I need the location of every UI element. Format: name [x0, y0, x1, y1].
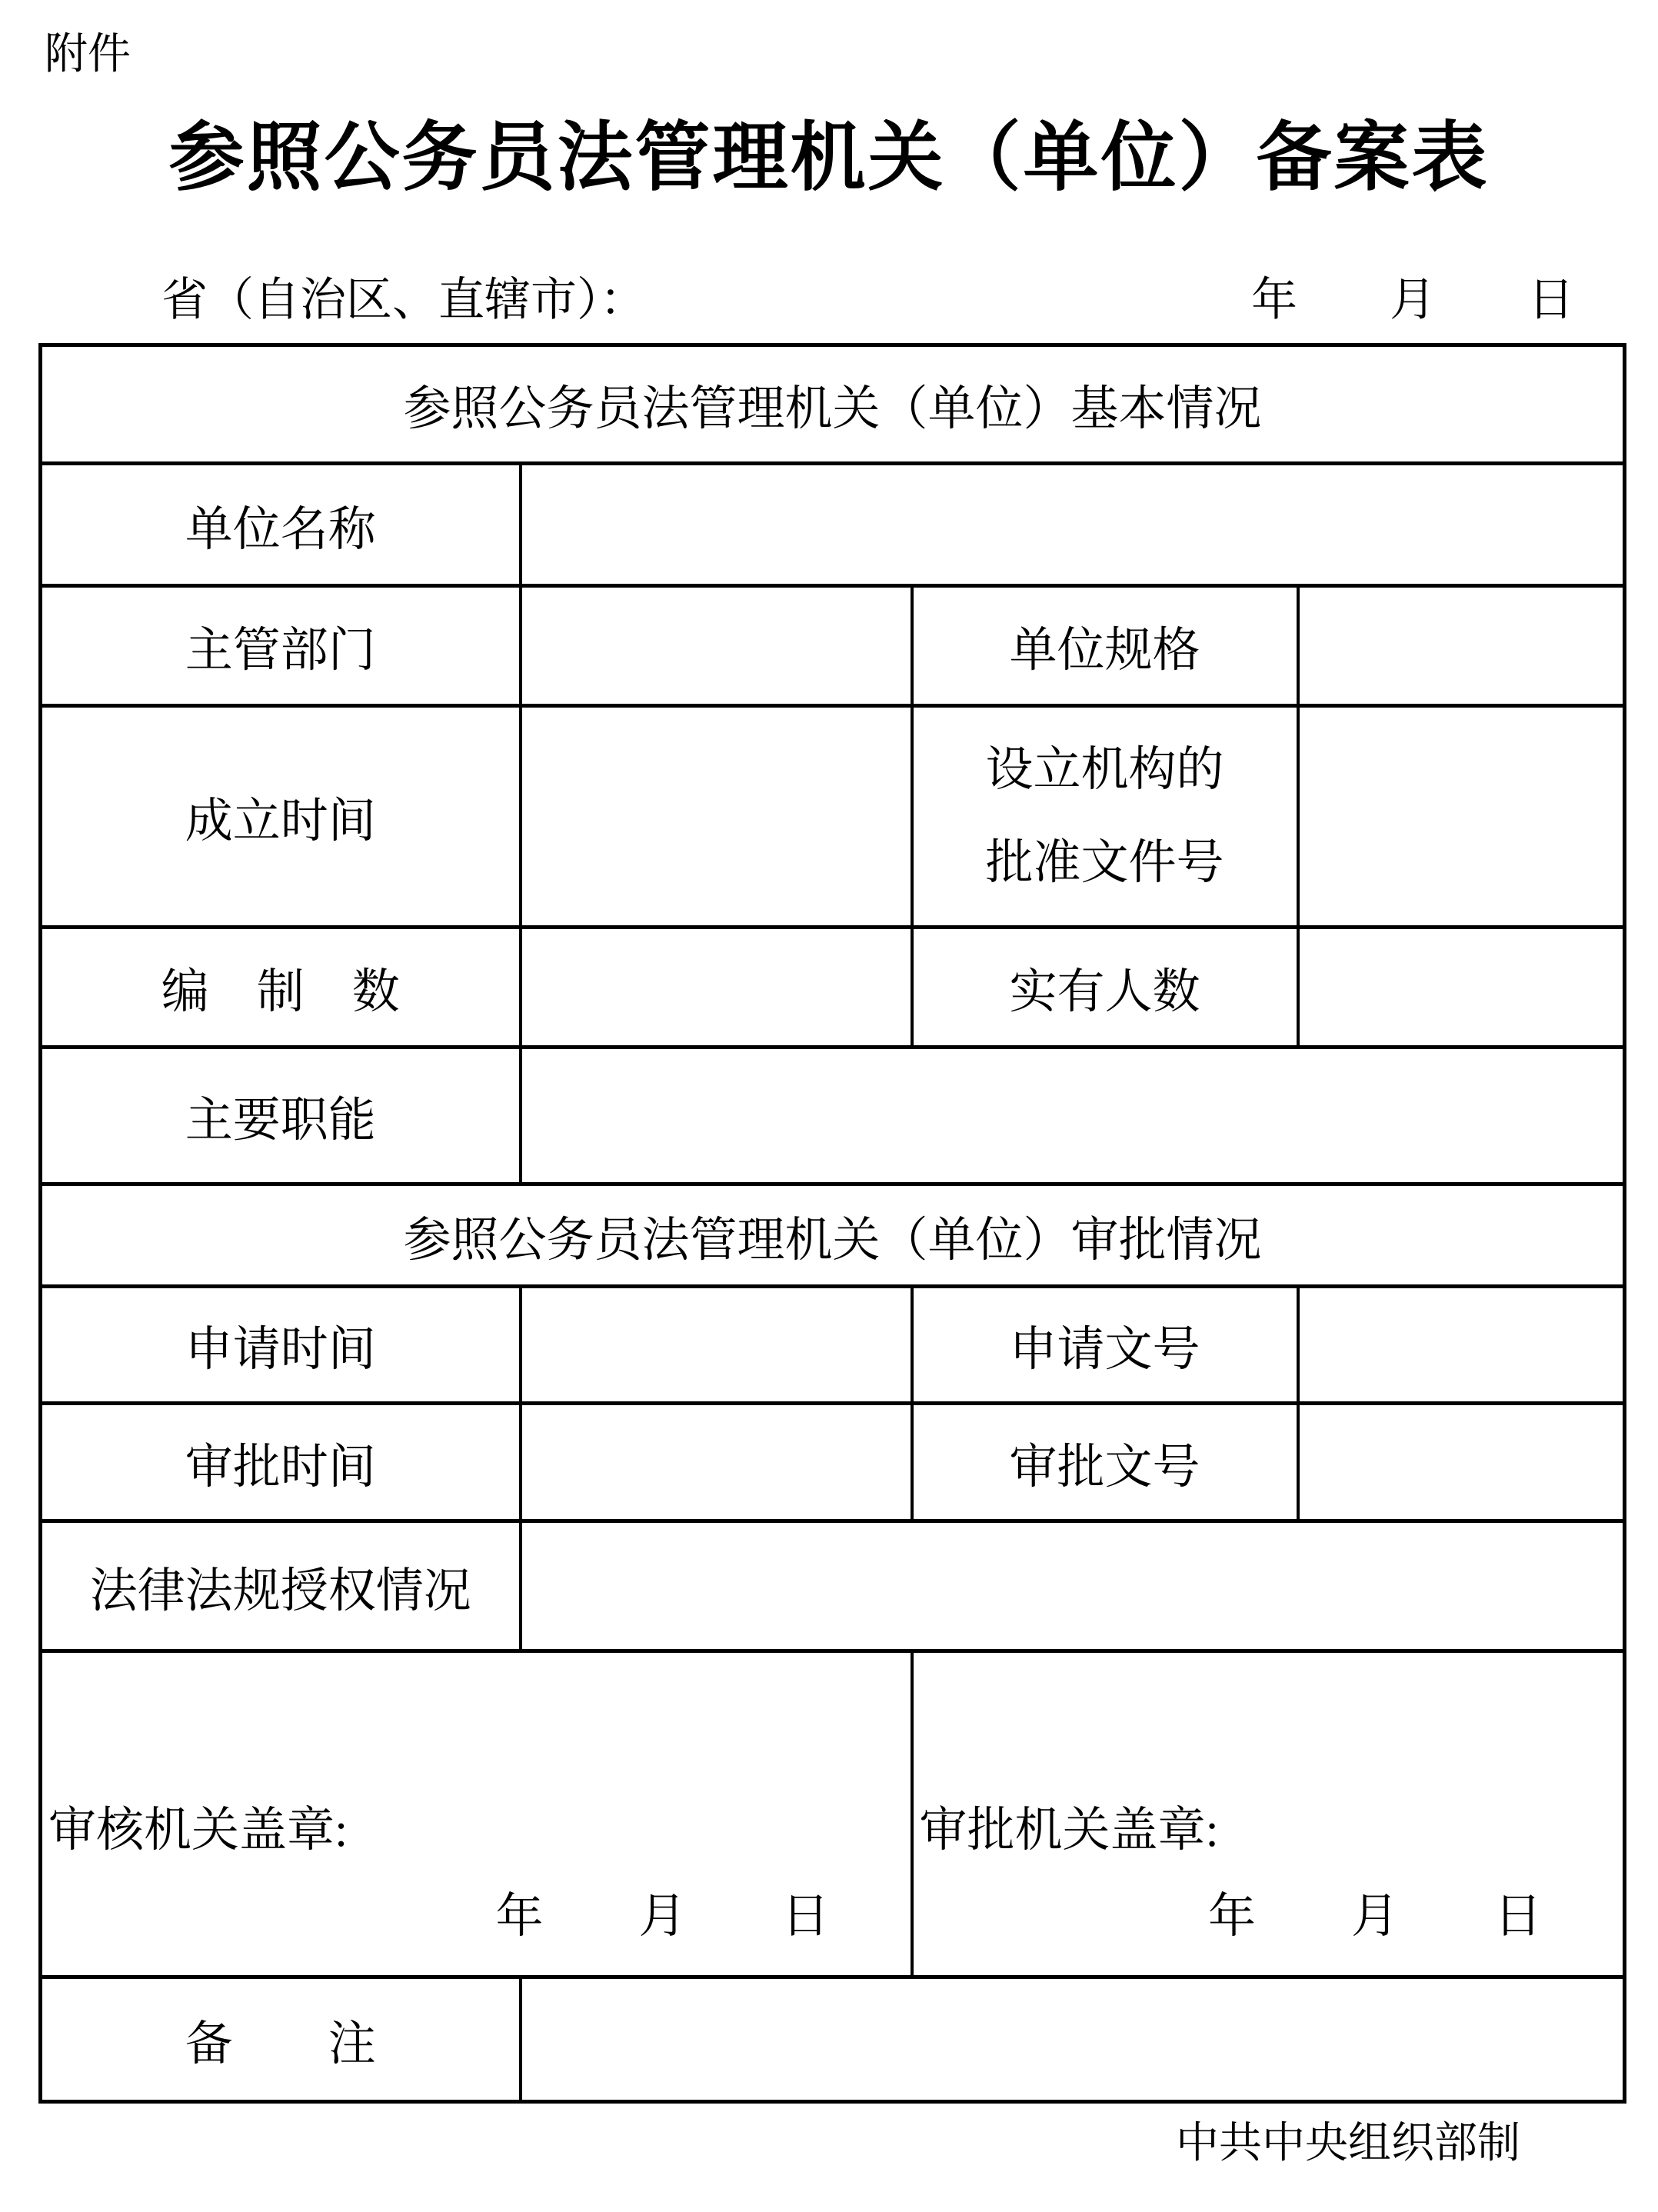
label-competent-department: 主管部门 — [41, 586, 521, 706]
label-application-doc-no: 申请文号 — [912, 1287, 1298, 1404]
approval-seal-cell — [912, 1651, 1625, 1977]
field-setup-approval-doc[interactable] — [1298, 706, 1625, 928]
table-row-section-approval — [41, 1184, 1625, 1287]
review-seal-date-placeholder: 年 月 日 — [495, 1891, 830, 1943]
section-header-approval: 参照公务员法管理机关（单位）审批情况 — [41, 1184, 1625, 1287]
label-remarks: 备 注 — [41, 1977, 521, 2102]
field-competent-department[interactable] — [521, 586, 912, 706]
field-unit-name[interactable] — [521, 464, 1625, 586]
label-approval-time: 审批时间 — [41, 1404, 521, 1521]
table-row-application — [41, 1287, 1625, 1404]
field-establish-time[interactable] — [521, 706, 912, 928]
label-setup-approval-doc-line2: 批准文件号 — [985, 836, 1224, 889]
field-approval-time[interactable] — [521, 1404, 912, 1521]
record-form-table — [38, 343, 1626, 2104]
table-row-unit-name — [41, 464, 1625, 586]
label-unit-rank: 单位规格 — [912, 586, 1298, 706]
label-legal-authorization: 法律法规授权情况 — [41, 1521, 521, 1651]
label-approval-doc-no: 审批文号 — [912, 1404, 1298, 1521]
table-row-establish-doc — [41, 706, 1625, 928]
review-seal-label: 审核机关盖章: — [48, 1804, 348, 1857]
field-legal-authorization[interactable] — [521, 1521, 1625, 1651]
table-row-staffing — [41, 928, 1625, 1048]
field-approval-doc-no[interactable] — [1298, 1404, 1625, 1521]
label-application-time: 申请时间 — [41, 1287, 521, 1404]
header-date-placeholder: 年 月 日 — [1251, 275, 1574, 325]
field-remarks[interactable] — [521, 1977, 1625, 2102]
label-setup-approval-doc — [912, 706, 1298, 928]
table-row-section-basic — [41, 345, 1625, 464]
table-row-department-rank — [41, 586, 1625, 706]
table-row-main-functions — [41, 1048, 1625, 1184]
label-setup-approval-doc-line1: 设立机构的 — [985, 743, 1224, 796]
attachment-label: 附件 — [45, 29, 131, 78]
field-main-functions[interactable] — [521, 1048, 1625, 1184]
field-staffing-quota[interactable] — [521, 928, 912, 1048]
label-actual-headcount: 实有人数 — [912, 928, 1298, 1048]
label-establish-time: 成立时间 — [41, 706, 521, 928]
province-line-label: 省（自治区、直辖市）： — [161, 275, 646, 325]
table-row-seals — [41, 1651, 1625, 1977]
approval-seal-label: 审批机关盖章: — [919, 1804, 1219, 1857]
label-staffing-quota: 编 制 数 — [41, 928, 521, 1048]
table-row-legal-authorization — [41, 1521, 1625, 1651]
form-title: 参照公务员法管理机关（单位）备案表 — [168, 117, 1490, 200]
review-seal-cell — [41, 1651, 912, 1977]
table-row-approval — [41, 1404, 1625, 1521]
table-row-remarks — [41, 1977, 1625, 2102]
field-application-time[interactable] — [521, 1287, 912, 1404]
issuer-note: 中共中央组织部制 — [1176, 2120, 1520, 2167]
label-unit-name: 单位名称 — [41, 464, 521, 586]
section-header-basic: 参照公务员法管理机关（单位）基本情况 — [41, 345, 1625, 464]
approval-seal-date-placeholder: 年 月 日 — [1208, 1891, 1543, 1943]
field-application-doc-no[interactable] — [1298, 1287, 1625, 1404]
field-unit-rank[interactable] — [1298, 586, 1625, 706]
field-actual-headcount[interactable] — [1298, 928, 1625, 1048]
label-main-functions: 主要职能 — [41, 1048, 521, 1184]
